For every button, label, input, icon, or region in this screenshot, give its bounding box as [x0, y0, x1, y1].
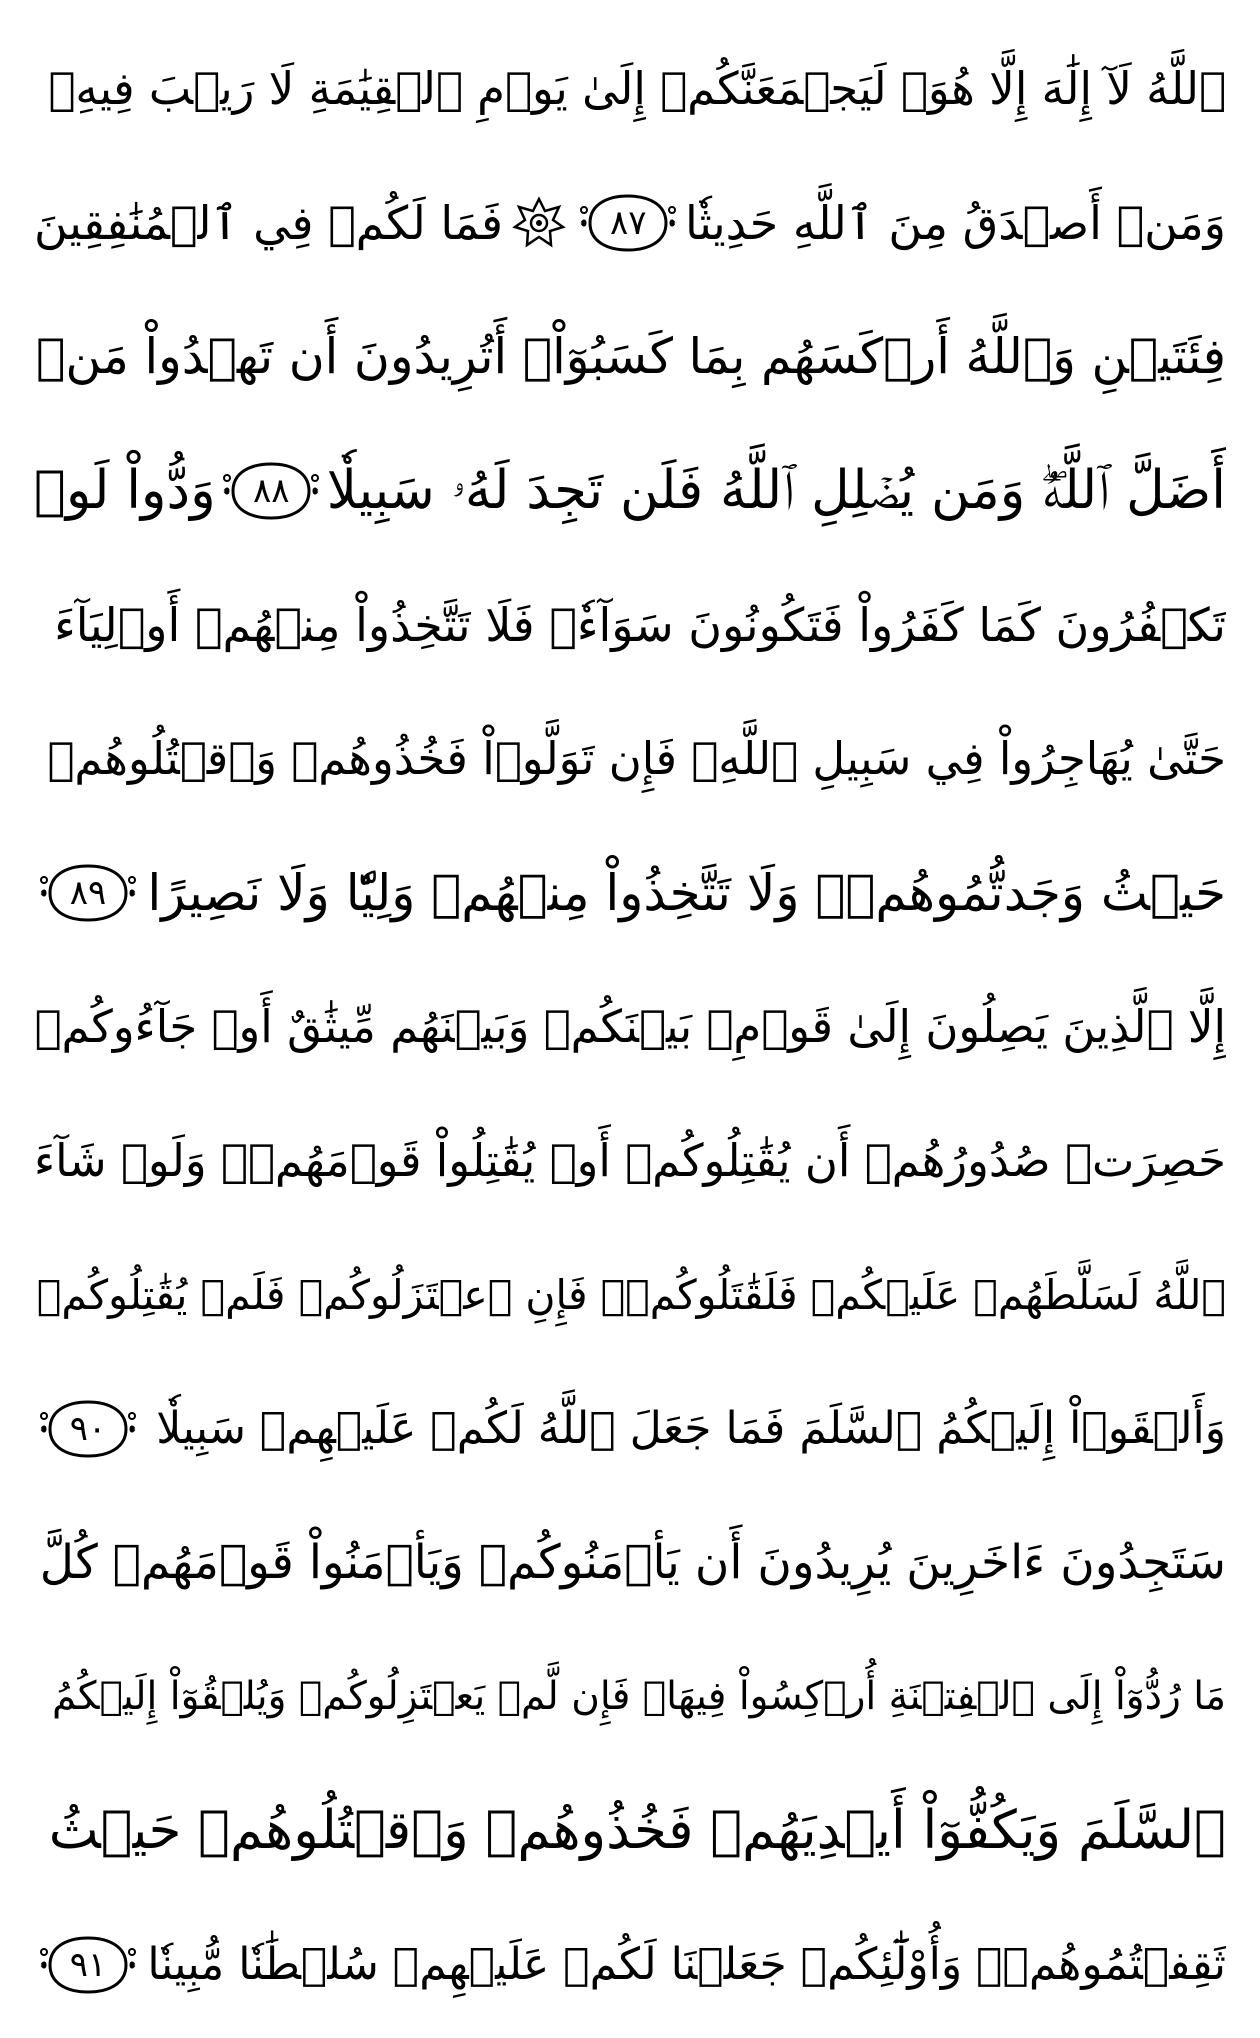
verse-text: مَا رُدُّوٓاْ إِلَى ٱلۡفِتۡنَةِ أُرۡكِسُواْ فِيهَاۚ فَإِن لَّمۡ يَعۡتَزِلُوكُمۡ وَيُلۡقُوٓاْ إِلَيۡكُمُ: [51, 1674, 1226, 1719]
ayah-end-marker-icon: [223, 458, 319, 524]
ayah-number: ٩٠: [69, 1409, 107, 1449]
verse-text: حَصِرَتۡ صُدُورُهُمۡ أَن يُقَٰتِلُوكُمۡ أَوۡ يُقَٰتِلُواْ قَوۡمَهُمۡۚ وَلَوۡ شَآءَ: [34, 1134, 1226, 1187]
verse-line-12: [34, 1496, 1226, 1630]
ayah-number: ٩١: [69, 1945, 107, 1985]
ayah-number: ٨٧: [610, 203, 647, 243]
verse-text: حَيۡثُ وَجَدتُّمُوهُمۡۖ وَلَا تَتَّخِذُواْ مِنۡهُمۡ وَلِيّٗا وَلَا نَصِيرًا: [147, 864, 1226, 922]
verse-text: وَدُّواْ لَوۡ: [34, 460, 216, 521]
verse-line-2: [34, 156, 1226, 290]
verse-line-8: [34, 960, 1226, 1094]
verse-text: تَكۡفُرُونَ كَمَا كَفَرُواْ فَتَكُونُونَ سَوَآءٗۖ فَلَا تَتَّخِذُواْ مِنۡهُمۡ أَوۡلِيَآءَ: [54, 598, 1226, 652]
verse-line-9: [34, 1094, 1226, 1228]
verse-text: فَمَا لَكُمۡ فِي ٱلۡمُنَٰفِقِينَ: [34, 196, 503, 250]
verse-text: ثَقِفۡتُمُوهُمۡۚ وَأُوْلَٰٓئِكُمۡ جَعَلۡنَا لَكُمۡ عَلَيۡهِمۡ سُلۡطَٰنٗا مُّبِينٗا: [147, 1939, 1226, 1990]
verse-line-4: [34, 424, 1226, 558]
verse-text: وَأَلۡقَوۡاْ إِلَيۡكُمُ ٱلسَّلَمَ فَمَا جَعَلَ ٱللَّهُ لَكُمۡ عَلَيۡهِمۡ سَبِيلٗا: [156, 1403, 1226, 1454]
verse-text: سَتَجِدُونَ ءَاخَرِينَ يُرِيدُونَ أَن يَأۡمَنُوكُمۡ وَيَأۡمَنُواْ قَوۡمَهُمۡ كُلَّ: [39, 1535, 1226, 1590]
verse-line-3: [34, 290, 1226, 424]
ayah-number: ٨٨: [252, 471, 290, 511]
verse-text: ٱللَّهُ لَآ إِلَٰهَ إِلَّا هُوَۚ لَيَجۡمَعَنَّكُمۡ إِلَىٰ يَوۡمِ ٱلۡقِيَٰمَةِ لَا رَيۡبَ فِيهِۗ: [48, 62, 1226, 115]
verse-text: حَتَّىٰ يُهَاجِرُواْ فِي سَبِيلِ ٱللَّهِۚ فَإِن تَوَلَّوۡاْ فَخُذُوهُمۡ وَٱقۡتُلُوهُمۡ: [47, 732, 1226, 785]
verse-text: أَضَلَّ ٱللَّهُۖ وَمَن يُضۡلِلِ ٱللَّهُ فَلَن تَجِدَ لَهُۥ سَبِيلٗا: [326, 460, 1226, 521]
verse-line-6: [34, 692, 1226, 826]
verse-text: ٱللَّهُ لَسَلَّطَهُمۡ عَلَيۡكُمۡ فَلَقَٰتَلُوكُمۡۚ فَإِنِ ٱعۡتَزَلُوكُمۡ فَلَمۡ يُقَٰتِلُوكُمۡ: [36, 1271, 1226, 1319]
verse-text: ٱلسَّلَمَ وَيَكُفُّوٓاْ أَيۡدِيَهُمۡ فَخُذُوهُمۡ وَٱقۡتُلُوهُمۡ حَيۡثُ: [48, 1800, 1226, 1861]
verse-line-11: [34, 1362, 1226, 1496]
ayah-number: ٨٩: [69, 873, 107, 913]
verse-line-14: [34, 1764, 1226, 1898]
verse-text: إِلَّا ٱلَّذِينَ يَصِلُونَ إِلَىٰ قَوۡمِۭ بَيۡنَكُمۡ وَبَيۡنَهُم مِّيثَٰقٌ أَوۡ جَآءُوكُمۡ: [34, 1000, 1226, 1053]
ayah-end-marker-icon: [580, 190, 676, 256]
verse-line-15: [34, 1898, 1226, 2032]
verse-line-1: [34, 22, 1226, 156]
ayah-end-marker-icon: [40, 1396, 136, 1462]
verse-line-10: [34, 1228, 1226, 1362]
verse-line-7: [34, 826, 1226, 960]
verse-line-5: [34, 558, 1226, 692]
verse-text: فِئَتَيۡنِ وَٱللَّهُ أَرۡكَسَهُم بِمَا كَسَبُوٓاْۚ أَتُرِيدُونَ أَن تَهۡدُواْ مَنۡ: [35, 328, 1226, 385]
rub-el-hizb-icon: [512, 196, 566, 250]
ayah-end-marker-icon: [40, 860, 136, 926]
ayah-end-marker-icon: [40, 1932, 136, 1998]
verse-line-13: [34, 1630, 1226, 1764]
verse-text: وَمَنۡ أَصۡدَقُ مِنَ ٱللَّهِ حَدِيثٗا: [684, 196, 1226, 250]
